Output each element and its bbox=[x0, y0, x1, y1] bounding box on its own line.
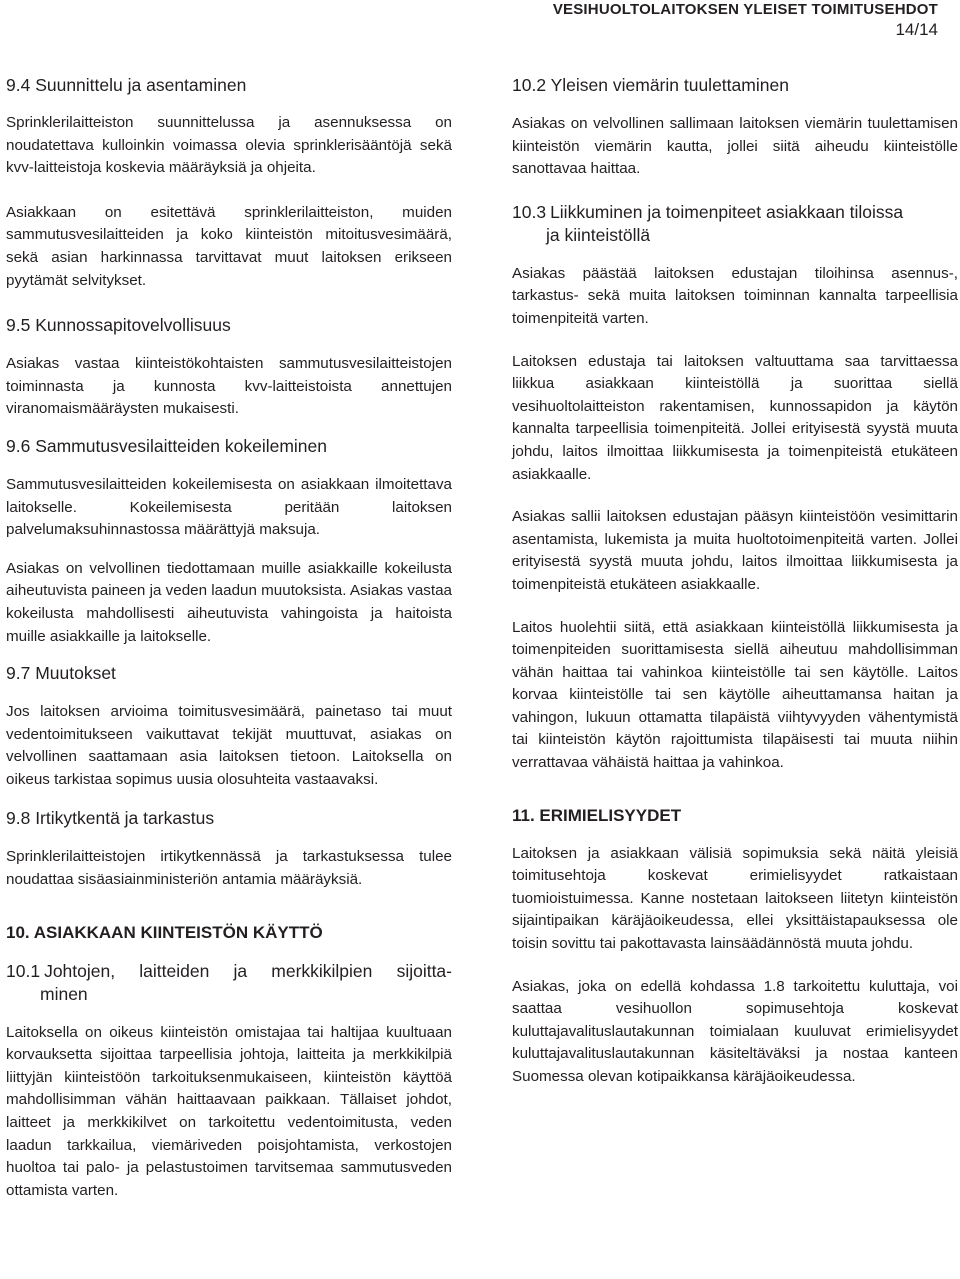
section-10-3-paragraph-1: Asiakas päästää laitoksen edustajan tiloihinsa asennus-, tarkastus- sekä muita laitoksen toiminnan kannalta tarpeellisia toimenpiteitä varten. bbox=[512, 264, 958, 327]
section-9-4-paragraph-2: Asiakkaan on esitettävä sprinklerilaitteiston, muiden sammutusvesilaitteiden ja koko kiinteistön mitoitusvesimäärä, sekä asian harkinnassa tarvittavat muut laitoksen erikseen pyytämät selvitykset. bbox=[6, 203, 452, 289]
section-10-3-title-line-1: Liikkuminen ja toimenpiteet asiakkaan tiloissa bbox=[550, 201, 904, 222]
section-9-7-title: 9.7 Muutokset bbox=[6, 663, 116, 684]
section-10-2-paragraph-1: Asiakas on velvollinen sallimaan laitoksen viemärin tuulettamisen kiinteistön viemärin kautta, jollei siitä aiheudu kiinteistölle sanottavaa haittaa. bbox=[512, 115, 958, 178]
page-number: 14/14 bbox=[895, 20, 938, 39]
section-9-6-paragraph-2: Asiakas on velvollinen tiedottamaan muille asiakkaille kokeilusta aiheutuvista paineen ja veden laadun muutoksista. Asiakas vastaa kokeilusta mahdollisesti aiheutuvista vahingoista ja haitoista muille asiakkaille ja laitokselle. bbox=[6, 559, 452, 645]
section-10-3-paragraph-4: Laitos huolehtii siitä, että asiakkaan kiinteistöllä liikkumisesta ja toimenpiteiden suorittamisesta siellä aiheutuu mahdollisimman vähän haittaa tai vahinkoa kiinteistölle tai sen käytölle. Laitos korvaa kiinteistölle tai sen käytölle aiheuttamansa haitan ja vahingon, lukuun ottamatta tilapäistä viihtyvyyden vähentymistä tai kiinteistön käytön rajoittumista tilapäisesti tai muuta niihin verrattavaa vähäistä haittaa ja vahinkoa. bbox=[512, 618, 958, 772]
section-10-1-title bbox=[6, 960, 452, 983]
section-10-1-title-line-1: Johtojen, laitteiden ja merkkikilpien sijoitta- bbox=[44, 960, 452, 981]
section-10-3-title-line-2: ja kiinteistöllä bbox=[546, 224, 651, 245]
section-9-8-paragraph-1: Sprinklerilaitteistojen irtikytkennässä ja tarkastuksessa tulee noudattaa sisäasiainministeriön antamia määräyksiä. bbox=[6, 848, 452, 889]
document-title: VESIHUOLTOLAITOKSEN YLEISET TOIMITUSEHDOT bbox=[552, 1, 938, 18]
section-9-6-title: 9.6 Sammutusvesilaitteiden kokeileminen bbox=[6, 435, 327, 456]
section-10-3-number: 10.3 bbox=[512, 201, 547, 222]
section-10-3-paragraph-2: Laitoksen edustaja tai laitoksen valtuuttama saa tarvittaessa liikkua asiakkaan kiinteistöllä ja suorittaa siellä vesihuoltolaitteiston rakentamisen, kunnossapidon ja käytön kannalta tarpeellisia toimenpiteitä. Jollei erityisestä syystä muuta johdu, laitos ilmoittaa liikkumisesta ja toimenpiteistä etukäteen asiakkaalle. bbox=[512, 352, 958, 483]
right-column bbox=[512, 74, 958, 1089]
section-9-4-title: 9.4 Suunnittelu ja asentaminen bbox=[6, 75, 247, 95]
section-9-5-title: 9.5 Kunnossapitovelvollisuus bbox=[6, 315, 231, 336]
section-9-8-title: 9.8 Irtikytkentä ja tarkastus bbox=[6, 808, 215, 829]
section-10-1-number: 10.1 bbox=[6, 960, 41, 981]
section-11-paragraph-2: Asiakas, joka on edellä kohdassa 1.8 tarkoitettu kuluttaja, voi saattaa vesihuollon sopimusehtoja koskevat kuluttajavalituslautakunnan toimialaan kuuluvat erimielisyydet kuluttajavalituslautakunnan käsiteltäväksi ja nostaa kanteen Suomessa olevan kotipaikkansa käräjäoikeudessa. bbox=[512, 977, 958, 1085]
left-column bbox=[6, 74, 452, 1202]
section-10-3-paragraph-3: Asiakas sallii laitoksen edustajan pääsyn kiinteistöön vesimittarin asentamista, lukemista ja muita huoltotoimenpiteitä varten. Jollei erityisestä syystä muuta johdu, laitos ilmoittaa liikkumisesta ja toimenpiteistä etukäteen asiakkaalle. bbox=[512, 508, 958, 593]
section-10-1-paragraph-1: Laitoksella on oikeus kiinteistön omistajaa tai haltijaa kuultuaan korvauksetta sijoittaa tarpeellisia johtoja, laitteita ja merkkikilpiä liittyjän kiinteistöön tarkoituksenmukaiseen, kiinteistön käyttöä mahdollisimman vähän haittaavaan paikkaan. Tällaiset johdot, laitteet ja merkkikilvet on tarkoitettu vedentoimitusta, veden laadun tarkkailua, viemäriveden poisjohtamista, verkostojen huoltoa tai palo- ja pelastustoimen tarvitsemaa sammutusveden ottamista varten. bbox=[6, 1023, 452, 1199]
section-11-paragraph-1: Laitoksen ja asiakkaan välisiä sopimuksia sekä näitä yleisiä toimitusehtoja koskevat erimielisyydet ratkaistaan tuomioistuimessa. Kanne nostetaan laitokseen liitetyn kiinteistön sijaintipaikan käräjäoikeudessa, ellei yksittäistapauksessa ole toisin sovittu tai pakottavasta lainsäädännöstä muuta johdu. bbox=[512, 844, 958, 953]
section-10-1-title-line-2: minen bbox=[40, 983, 88, 1004]
section-10-3-title bbox=[512, 201, 958, 224]
section-9-6-paragraph-1: Sammutusvesilaitteiden kokeilemisesta on asiakkaan ilmoitettava laitokselle. Kokeilemisesta peritään laitoksen palvelumaksuhinnastossa määrättyjä maksuja. bbox=[6, 475, 452, 539]
section-9-4-paragraph-1: Sprinklerilaitteiston suunnittelussa ja asennuksessa on noudatettava kulloinkin voimassa olevia sprinklerisääntöjä sekä kvv-laitteistoja koskevia määräyksiä ja ohjeita. bbox=[6, 114, 452, 177]
page-header bbox=[553, 0, 938, 40]
section-11-title: 11. ERIMIELISYYDET bbox=[512, 805, 682, 825]
section-10-2-title: 10.2 Yleisen viemärin tuulettaminen bbox=[512, 75, 789, 95]
section-10-title: 10. ASIAKKAAN KIINTEISTÖN KÄYTTÖ bbox=[6, 922, 323, 942]
section-9-7-paragraph-1: Jos laitoksen arvioima toimitusvesimäärä, painetaso tai muut vedentoimitukseen vaikuttavat tekijät muuttuvat, asiakas on velvollinen saattamaan asia laitoksen tietoon. Laitoksella on oikeus tarkistaa sopimus uusia olosuhteita vastaavaksi. bbox=[6, 703, 452, 788]
section-9-5-paragraph-1: Asiakas vastaa kiinteistökohtaisten sammutusvesilaitteistojen toiminnasta ja kunnosta kvv-laitteistoista annettujen viranomaismääräysten mukaisesti. bbox=[6, 355, 452, 418]
